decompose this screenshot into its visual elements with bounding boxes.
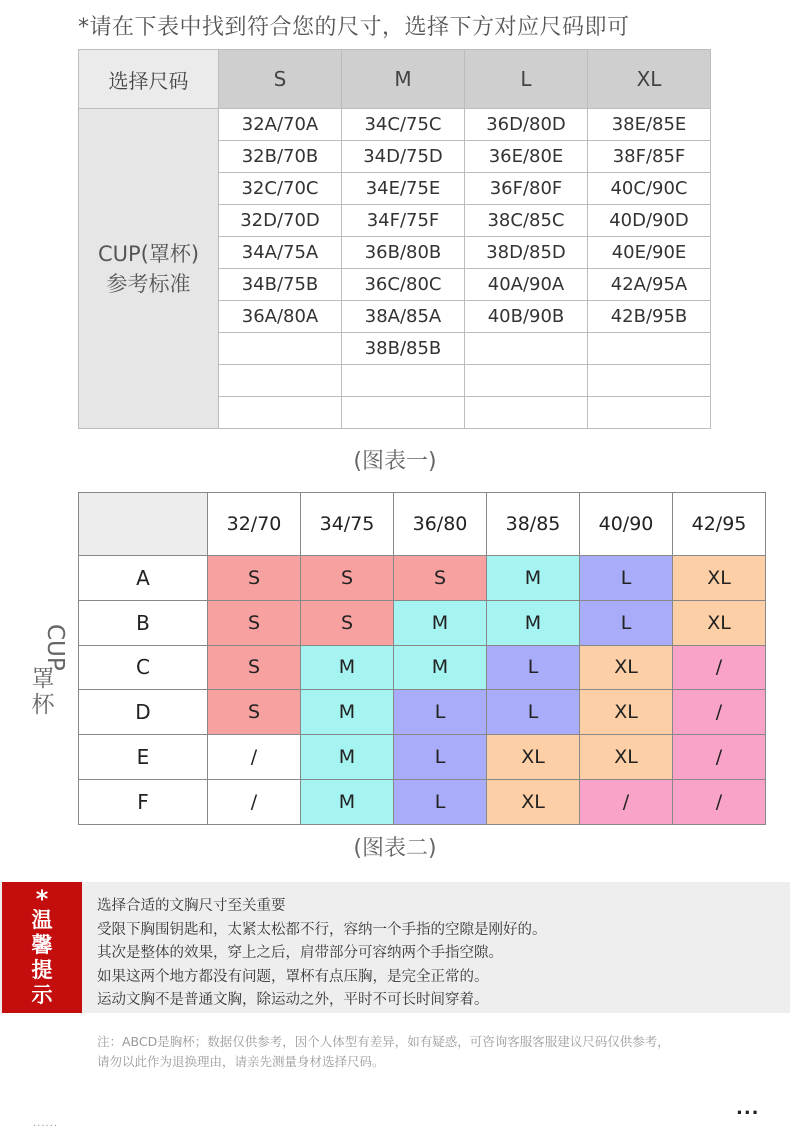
size-header-l: L bbox=[465, 50, 588, 109]
size-cell: 40A/90A bbox=[465, 269, 588, 301]
note-line: 请勿以此作为退换理由，请亲先测量身材选择尺码。 bbox=[97, 1054, 385, 1069]
size-result-cell: M bbox=[487, 556, 580, 601]
size-result-cell: M bbox=[487, 600, 580, 645]
cup-row-label: E bbox=[79, 735, 208, 780]
size-result-cell: XL bbox=[580, 735, 673, 780]
table2-corner bbox=[79, 493, 208, 556]
size-cell bbox=[588, 333, 711, 365]
size-result-cell: M bbox=[301, 735, 394, 780]
tips-title-char: 温 bbox=[31, 908, 53, 932]
warm-tips-panel bbox=[0, 882, 790, 1013]
size-table-row bbox=[79, 109, 711, 141]
size-cell: 38B/85B bbox=[342, 333, 465, 365]
size-result-cell: M bbox=[394, 645, 487, 690]
size-result-cell: L bbox=[394, 779, 487, 824]
size-result-cell: S bbox=[208, 645, 301, 690]
cup-side-char-1: 罩 bbox=[31, 666, 55, 692]
size-cell bbox=[588, 397, 711, 429]
cup-row-label: C bbox=[79, 645, 208, 690]
size-result-cell: S bbox=[208, 690, 301, 735]
tips-line: 其次是整体的效果，穿上之后，肩带部分可容纳两个手指空隙。 bbox=[97, 945, 503, 961]
tips-line: 受限下胸围钥匙和，太紧太松都不行，容纳一个手指的空隙是刚好的。 bbox=[97, 921, 547, 938]
size-cell: 38C/85C bbox=[465, 205, 588, 237]
size-result-cell: L bbox=[580, 600, 673, 645]
size-result-cell: L bbox=[394, 735, 487, 780]
size-result-cell: XL bbox=[487, 735, 580, 780]
note-line: 注：ABCD是胸杯；数据仅供参考，因个人体型有差异，如有疑惑，可咨询客服客服建议尺码仅供参考， bbox=[97, 1034, 670, 1049]
cup-row-label: F bbox=[79, 779, 208, 824]
size-cell: 34D/75D bbox=[342, 141, 465, 173]
select-size-label: 选择尺码 bbox=[79, 50, 219, 109]
band-header: 40/90 bbox=[580, 493, 673, 556]
page-heading: *请在下表中找到符合您的尺寸，选择下方对应尺码即可 bbox=[78, 15, 630, 40]
size-cell: 32D/70D bbox=[219, 205, 342, 237]
size-cell: 36F/80F bbox=[465, 173, 588, 205]
cup-band-size-table bbox=[78, 492, 766, 825]
size-cell: 38E/85E bbox=[588, 109, 711, 141]
size-cell: 34A/75A bbox=[219, 237, 342, 269]
cup-row bbox=[79, 690, 766, 735]
size-cell: 36B/80B bbox=[342, 237, 465, 269]
size-result-cell: L bbox=[487, 690, 580, 735]
size-cell: 42B/95B bbox=[588, 301, 711, 333]
size-cell bbox=[465, 333, 588, 365]
table1-caption: (图表一) bbox=[353, 449, 437, 474]
size-result-cell: M bbox=[301, 645, 394, 690]
cup-row bbox=[79, 645, 766, 690]
tips-title-char: 示 bbox=[31, 983, 53, 1007]
disclaimer-note bbox=[97, 1032, 670, 1072]
size-header-row bbox=[79, 50, 711, 109]
tips-title-char: 提 bbox=[31, 958, 53, 982]
size-result-cell: M bbox=[394, 600, 487, 645]
cup-side-label bbox=[28, 612, 68, 718]
size-result-cell: / bbox=[208, 779, 301, 824]
size-cell bbox=[219, 333, 342, 365]
size-cell: 36D/80D bbox=[465, 109, 588, 141]
tips-star: * bbox=[35, 885, 49, 913]
band-header: 34/75 bbox=[301, 493, 394, 556]
size-reference-table bbox=[78, 49, 711, 429]
size-result-cell: / bbox=[673, 690, 766, 735]
size-cell bbox=[465, 365, 588, 397]
size-cell: 32B/70B bbox=[219, 141, 342, 173]
cup-reference-label-line: CUP(罩杯) bbox=[97, 241, 200, 266]
size-result-cell: XL bbox=[673, 556, 766, 601]
size-cell: 34E/75E bbox=[342, 173, 465, 205]
cup-row bbox=[79, 779, 766, 824]
warm-tips-tag bbox=[2, 882, 82, 1013]
size-cell bbox=[342, 365, 465, 397]
size-cell: 40B/90B bbox=[465, 301, 588, 333]
size-result-cell: / bbox=[673, 645, 766, 690]
cup-reference-label bbox=[79, 109, 219, 429]
size-result-cell: / bbox=[673, 735, 766, 780]
cup-reference-label-line: 参考标准 bbox=[106, 271, 191, 296]
band-header: 36/80 bbox=[394, 493, 487, 556]
size-header-m: M bbox=[342, 50, 465, 109]
size-result-cell: M bbox=[301, 779, 394, 824]
size-result-cell: L bbox=[487, 645, 580, 690]
size-cell bbox=[588, 365, 711, 397]
size-result-cell: / bbox=[673, 779, 766, 824]
cup-side-latin: CUP bbox=[42, 624, 68, 671]
cup-row bbox=[79, 600, 766, 645]
size-result-cell: S bbox=[394, 556, 487, 601]
size-cell: 40C/90C bbox=[588, 173, 711, 205]
size-cell: 36E/80E bbox=[465, 141, 588, 173]
size-cell: 40E/90E bbox=[588, 237, 711, 269]
size-header-s: S bbox=[219, 50, 342, 109]
size-cell bbox=[219, 397, 342, 429]
size-cell: 38D/85D bbox=[465, 237, 588, 269]
size-cell: 34B/75B bbox=[219, 269, 342, 301]
size-result-cell: XL bbox=[487, 779, 580, 824]
tips-text bbox=[97, 895, 547, 1013]
band-header-row bbox=[79, 493, 766, 556]
small-dots: ...... bbox=[33, 1118, 59, 1129]
table2-caption: (图表二) bbox=[353, 836, 437, 861]
size-header-xl: XL bbox=[588, 50, 711, 109]
size-cell: 38F/85F bbox=[588, 141, 711, 173]
more-dots: ... bbox=[736, 1098, 760, 1119]
tips-line: 选择合适的文胸尺寸至关重要 bbox=[97, 898, 286, 914]
tips-line: 运动文胸不是普通文胸，除运动之外，平时不可长时间穿着。 bbox=[97, 992, 489, 1008]
size-result-cell: L bbox=[580, 556, 673, 601]
band-header: 32/70 bbox=[208, 493, 301, 556]
size-result-cell: / bbox=[208, 735, 301, 780]
band-header: 42/95 bbox=[673, 493, 766, 556]
size-cell: 38A/85A bbox=[342, 301, 465, 333]
size-cell: 34C/75C bbox=[342, 109, 465, 141]
tips-title-char: 馨 bbox=[31, 933, 53, 957]
cup-side-char-2: 杯 bbox=[31, 692, 55, 718]
size-result-cell: L bbox=[394, 690, 487, 735]
size-cell: 40D/90D bbox=[588, 205, 711, 237]
size-result-cell: XL bbox=[580, 645, 673, 690]
band-header: 38/85 bbox=[487, 493, 580, 556]
tips-line: 如果这两个地方都没有问题，罩杯有点压胸，是完全正常的。 bbox=[97, 968, 489, 985]
size-result-cell: S bbox=[208, 600, 301, 645]
size-cell bbox=[342, 397, 465, 429]
cup-row-label: D bbox=[79, 690, 208, 735]
cup-row bbox=[79, 735, 766, 780]
size-result-cell: S bbox=[301, 600, 394, 645]
size-cell: 36C/80C bbox=[342, 269, 465, 301]
size-result-cell: XL bbox=[580, 690, 673, 735]
cup-row bbox=[79, 556, 766, 601]
size-result-cell: S bbox=[301, 556, 394, 601]
size-result-cell: / bbox=[580, 779, 673, 824]
size-result-cell: M bbox=[301, 690, 394, 735]
size-cell: 32C/70C bbox=[219, 173, 342, 205]
size-cell: 32A/70A bbox=[219, 109, 342, 141]
size-cell: 42A/95A bbox=[588, 269, 711, 301]
size-cell bbox=[465, 397, 588, 429]
size-cell: 34F/75F bbox=[342, 205, 465, 237]
size-result-cell: S bbox=[208, 556, 301, 601]
size-result-cell: XL bbox=[673, 600, 766, 645]
cup-row-label: B bbox=[79, 600, 208, 645]
size-cell: 36A/80A bbox=[219, 301, 342, 333]
cup-row-label: A bbox=[79, 556, 208, 601]
size-cell bbox=[219, 365, 342, 397]
